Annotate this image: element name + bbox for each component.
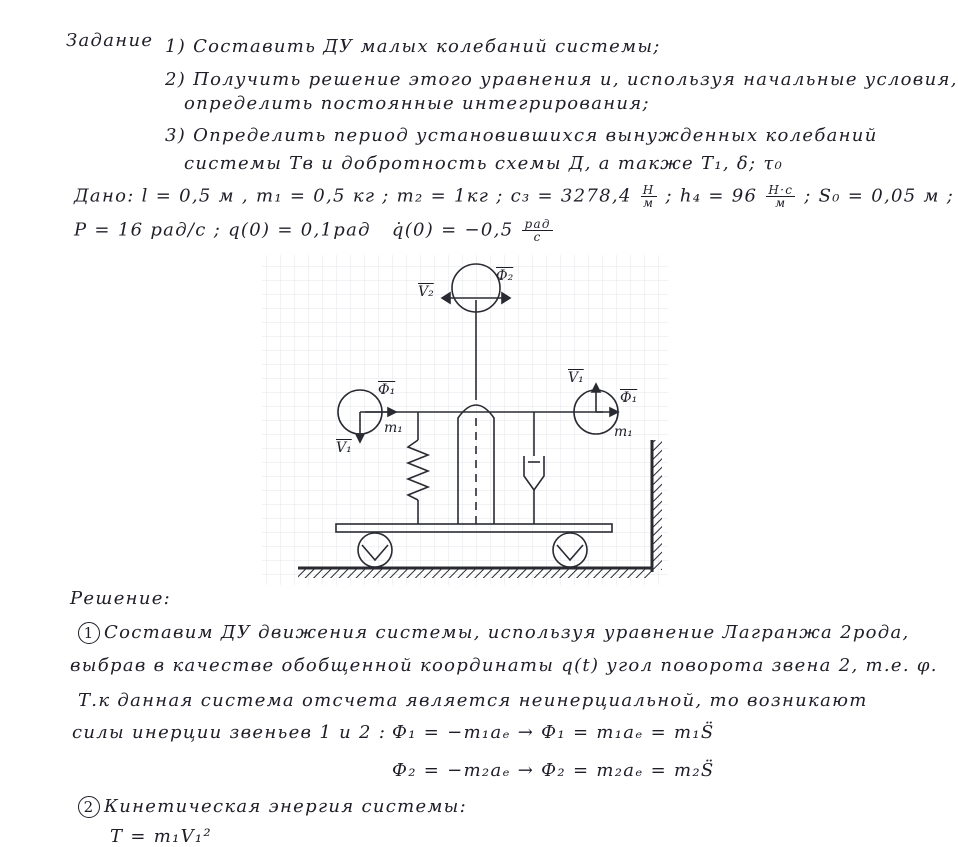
label-v2: V₂ xyxy=(418,284,434,300)
task-item-2a: 2) Получить решение этого уравнения и, используя начальные условия, xyxy=(165,69,958,90)
unit-h-num: Н·с xyxy=(768,183,794,197)
label-m1-left: m₁ xyxy=(384,420,403,436)
step2-line-2: T = m₁V₁² xyxy=(110,826,212,847)
task-label: Задание xyxy=(66,30,154,51)
unit-q-num: рад xyxy=(524,217,551,231)
label-phi1-right: Ф₁ xyxy=(620,390,638,406)
step2-number: 2 xyxy=(78,796,100,818)
given-qdot: q̇(0) = −0,5 xyxy=(391,219,514,241)
step1-line-2: выбрав в качестве обобщенной координаты q(t) угол поворота звена 2, т.е. φ. xyxy=(70,655,938,676)
unit-c-num: Н xyxy=(642,183,655,197)
step1-line-4: силы инерции звеньев 1 и 2 : xyxy=(72,722,387,743)
given-h4: ; h₄ = 96 xyxy=(665,185,758,207)
label-v1-right: V₁ xyxy=(568,370,584,386)
label-v1-left: V₁ xyxy=(336,440,352,456)
unit-c-den: м xyxy=(643,196,655,210)
label-phi1-left: Ф₁ xyxy=(378,382,396,398)
unit-q-den: с xyxy=(533,230,542,244)
right-wall-hatch xyxy=(652,440,662,570)
step1-line-1 xyxy=(78,622,910,644)
step2-text-1: Кинетическая энергия системы: xyxy=(104,796,468,817)
step1-number: 1 xyxy=(78,622,100,644)
step1-line-3: Т.к данная система отсчета является неинерциальной, то возникают xyxy=(78,690,868,711)
task-item-3b: системы Tв и добротность схемы Д, а также T₁, δ; τ₀ xyxy=(184,153,784,174)
given-values-1: l = 0,5 м , m₁ = 0,5 кг ; m₂ = 1кг ; c₃ = 3278,4 xyxy=(141,185,632,207)
given-label: Дано: xyxy=(74,185,135,207)
equation-phi1: Ф₁ = −m₁aₑ → Ф₁ = m₁aₑ = m₁S̈ xyxy=(392,722,715,743)
graph-paper-grid xyxy=(262,255,668,585)
task-item-3a: 3) Определить период установившихся вынужденных колебаний xyxy=(165,125,878,146)
given-s0: ; S₀ = 0,05 м ; xyxy=(804,185,955,207)
unit-h-den: м xyxy=(775,196,787,210)
given-p: P = 16 рад/с ; q(0) = 0,1рад xyxy=(74,219,371,241)
step1-text-1: Составим ДУ движения системы, используя уравнение Лагранжа 2рода, xyxy=(104,622,910,643)
step2-line-1 xyxy=(78,796,467,818)
label-phi2: Ф₂ xyxy=(496,268,514,284)
ground-hatch xyxy=(298,568,652,578)
solution-label: Решение: xyxy=(70,588,172,609)
task-item-2b: определить постоянные интегрирования; xyxy=(184,93,650,114)
task-item-1: 1) Составить ДУ малых колебаний системы; xyxy=(165,36,661,57)
label-m1-right: m₁ xyxy=(614,424,633,440)
equation-phi2: Ф₂ = −m₂aₑ → Ф₂ = m₂aₑ = m₂S̈ xyxy=(392,760,715,781)
